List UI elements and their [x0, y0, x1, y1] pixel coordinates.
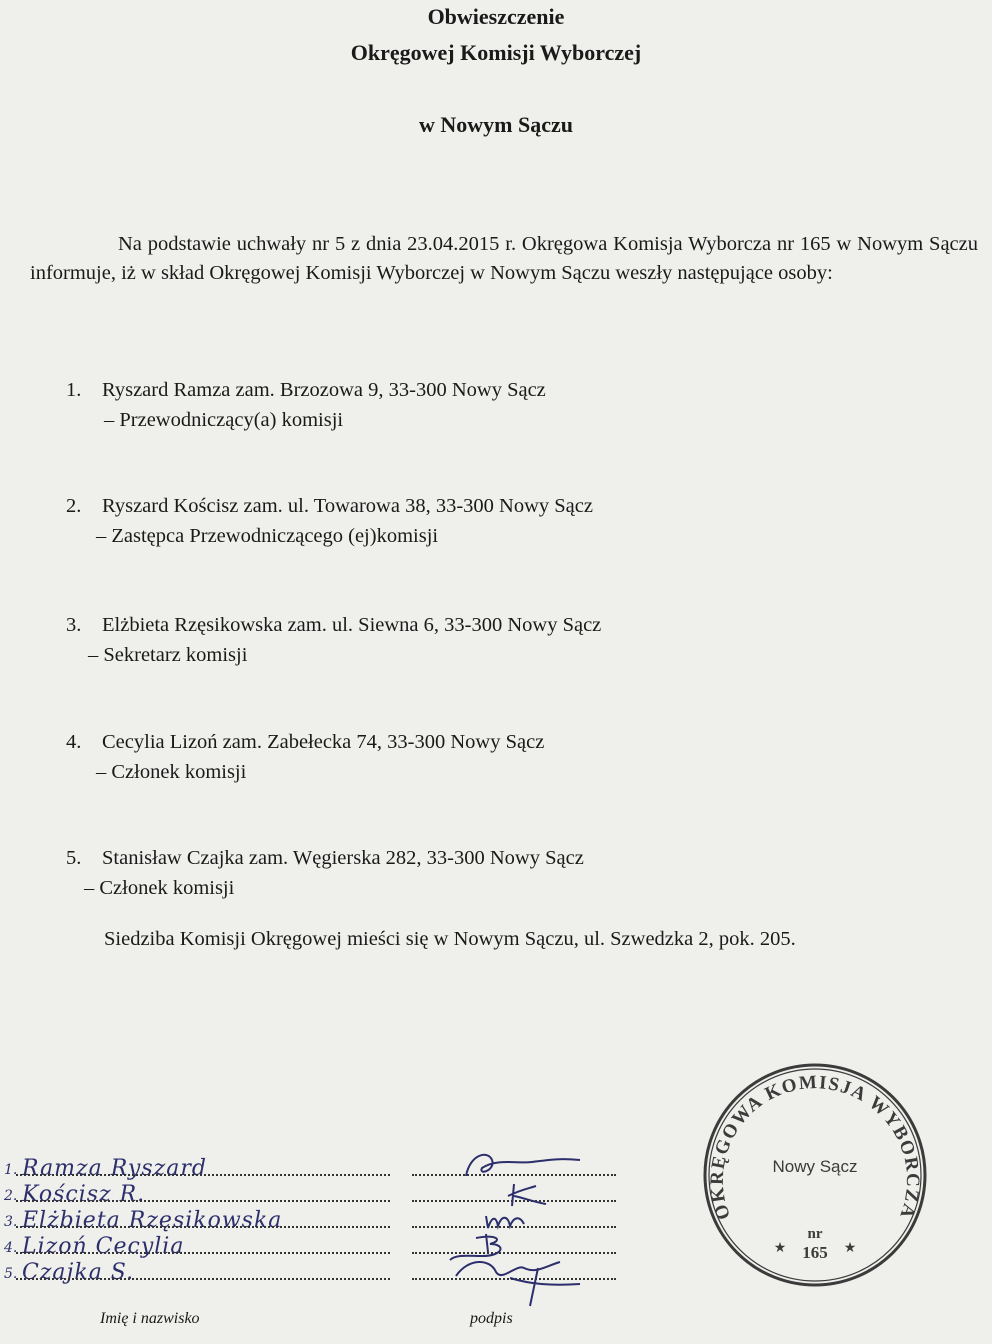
member-line: Cecylia Lizoń zam. Zabełecka 74, 33-300 Nowy Sącz [102, 731, 545, 753]
intro-paragraph: Na podstawie uchwały nr 5 z dnia 23.04.2015 r. Okręgowa Komisja Wyborcza nr 165 w Nowym Sączu informuje, iż w skład Okręgowej Komisji Wyborczej w Nowym Sączu weszły następujące osoby: [30, 233, 978, 284]
member-entry [66, 727, 544, 787]
handwritten-name: Kościsz R. [22, 1182, 146, 1207]
caption-signature: podpis [470, 1310, 513, 1327]
stamp-nr-label: nr [807, 1226, 823, 1242]
member-role: – Członek komisji [96, 761, 247, 783]
handwritten-signature [450, 1254, 590, 1310]
name-dotted-line [16, 1278, 390, 1280]
caption-name: Imię i nazwisko [100, 1310, 200, 1327]
member-number: 3. [66, 614, 82, 636]
member-number: 4. [66, 731, 82, 753]
official-stamp [700, 1060, 930, 1290]
member-entry [66, 491, 593, 551]
name-dotted-line [16, 1174, 390, 1176]
commission-seat-note: Siedziba Komisji Okręgowej mieści się w Nowym Sączu, ul. Szwedzka 2, pok. 205. [104, 928, 796, 950]
member-role: – Przewodniczący(a) komisji [104, 409, 344, 431]
member-line: Stanisław Czajka zam. Węgierska 282, 33-300 Nowy Sącz [102, 847, 584, 869]
stamp-star-right: ★ [843, 1241, 857, 1256]
name-dotted-line [16, 1200, 390, 1202]
handwritten-signature [500, 1180, 560, 1210]
member-entry [66, 610, 601, 670]
handwritten-name: Elżbieta Rzęsikowska [22, 1208, 283, 1233]
signature-row-number: 4. [4, 1240, 18, 1256]
member-role: – Zastępca Przewodniczącego (ej)komisji [96, 525, 439, 547]
stamp-number: 165 [802, 1243, 828, 1262]
stamp-star-left: ★ [773, 1241, 787, 1256]
signature-row-number: 2. [4, 1188, 18, 1204]
member-number: 5. [66, 847, 82, 869]
heading-line-3: w Nowym Sączu [419, 112, 573, 137]
member-role: – Sekretarz komisji [88, 644, 248, 666]
handwritten-name: Czajka S. [22, 1260, 135, 1285]
handwritten-name: Ramza Ryszard [22, 1156, 207, 1181]
stamp-city: Nowy Sącz [772, 1157, 858, 1176]
stamp-arc-text: OKRĘGOWA KOMISJA WYBORCZA [706, 1071, 924, 1223]
signature-row [0, 1260, 640, 1290]
heading-line-2: Okręgowej Komisji Wyborczej [350, 40, 642, 65]
signature-row-number: 3. [4, 1214, 18, 1230]
member-line: Elżbieta Rzęsikowska zam. ul. Siewna 6, 33-300 Nowy Sącz [102, 614, 602, 636]
heading-line-1: Obwieszczenie [427, 4, 565, 29]
signature-row-number: 1. [4, 1162, 18, 1178]
signature-row-number: 5. [4, 1266, 18, 1282]
name-dotted-line [16, 1226, 390, 1228]
member-entry [66, 843, 584, 903]
member-role: – Członek komisji [84, 877, 235, 899]
member-number: 1. [66, 379, 82, 401]
handwritten-name: Lizoń Cecylia [22, 1234, 185, 1259]
member-line: Ryszard Ramza zam. Brzozowa 9, 33-300 Nowy Sącz [102, 379, 546, 401]
member-number: 2. [66, 495, 82, 517]
member-entry [66, 375, 546, 435]
member-line: Ryszard Kościsz zam. ul. Towarowa 38, 33-300 Nowy Sącz [102, 495, 593, 517]
name-dotted-line [16, 1252, 390, 1254]
